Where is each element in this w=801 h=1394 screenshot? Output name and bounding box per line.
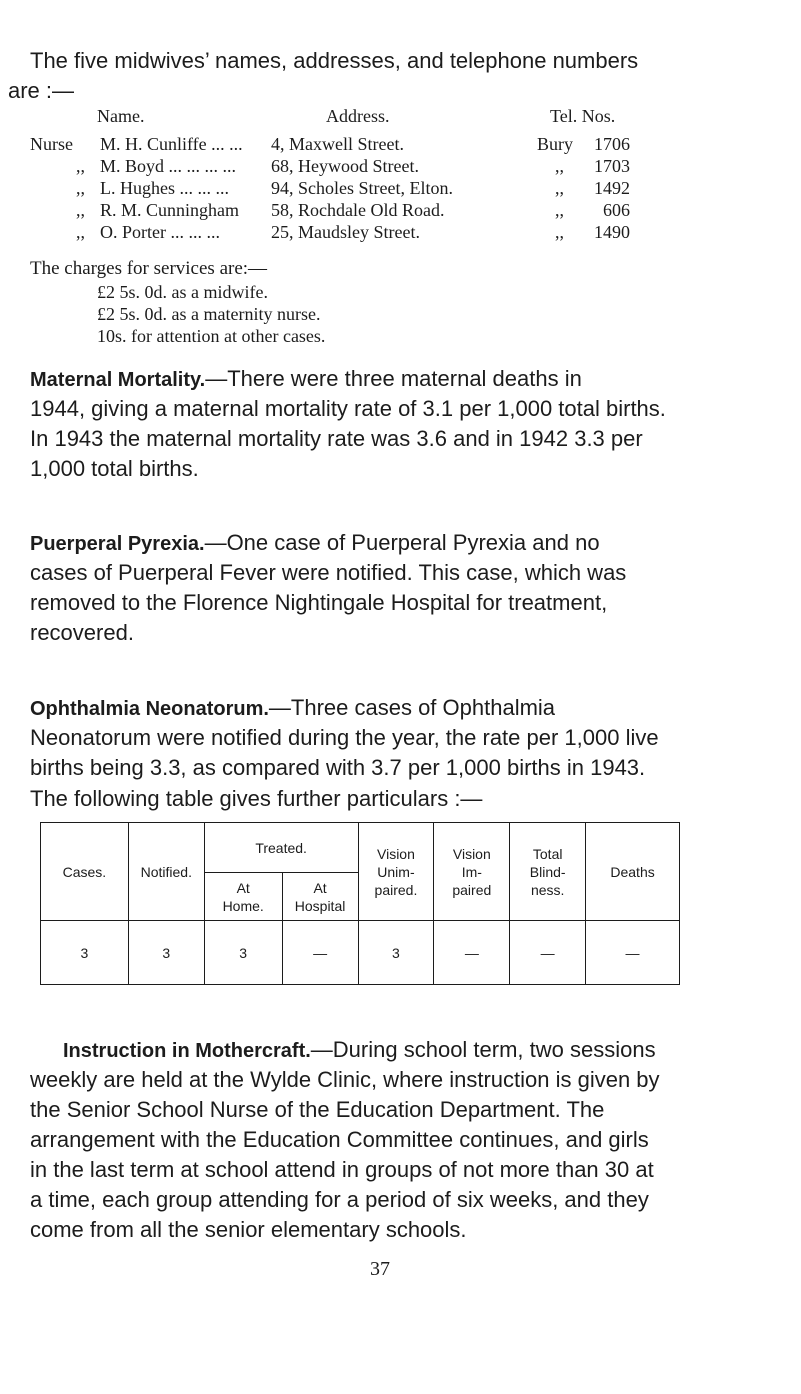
maternal-line-4: 1,000 total births. [30, 456, 199, 481]
cell-total-blindness: — [510, 921, 586, 985]
row-1-name: M. H. Cunliffe ... ... [100, 134, 243, 154]
maternal-line-3: In 1943 the maternal mortality rate was 3.6 and in 1942 3.3 per [30, 426, 643, 451]
row-4-prefix: ,, [76, 200, 85, 220]
at-home-l2: Home. [222, 897, 264, 914]
cell-vision-unimpaired: 3 [358, 921, 434, 985]
row-4-name: R. M. Cunningham [100, 200, 240, 220]
intro-line-2: are :— [8, 78, 75, 103]
pyrexia-line-2: cases of Puerperal Fever were notified. This case, which was [30, 560, 627, 585]
ophthalmia-line-3: births being 3.3, as compared with 3.7 per 1,000 births in 1943. [30, 755, 646, 780]
maternal-text-1: —There were three maternal deaths in [205, 366, 582, 391]
total-blindness-l3: ness. [530, 881, 565, 898]
mothercraft-line-5: in the last term at school attend in groups of not more than 30 at [30, 1157, 654, 1182]
mothercraft-line-4: arrangement with the Education Committee continues, and girls [30, 1127, 649, 1152]
row-2-exchange: ,, [555, 156, 564, 176]
col-notified: Notified. [128, 823, 204, 921]
row-1-exchange: Bury [537, 134, 573, 154]
row-1-prefix: Nurse [30, 134, 73, 154]
pyrexia-text-1: —One case of Puerperal Pyrexia and no [204, 530, 600, 555]
charge-other-cases: 10s. for attention at other cases. [97, 326, 326, 346]
row-2-prefix: ,, [76, 156, 85, 176]
charge-midwife: £2 5s. 0d. as a midwife. [97, 282, 268, 302]
mothercraft-heading: Instruction in Mothercraft. [63, 1040, 311, 1062]
total-blindness-l1: Total [532, 845, 563, 862]
cell-cases: 3 [41, 921, 129, 985]
vision-impaired-l3: paired [452, 881, 492, 898]
row-4-address: 58, Rochdale Old Road. [271, 200, 445, 220]
cell-deaths: — [586, 921, 680, 985]
row-3-number: 1492 [594, 178, 630, 198]
row-1-number: 1706 [594, 134, 630, 154]
mothercraft-line-3: the Senior School Nurse of the Education Department. The [30, 1097, 605, 1122]
row-5-prefix: ,, [76, 222, 85, 242]
mothercraft-line-2: weekly are held at the Wylde Clinic, where instruction is given by [30, 1067, 660, 1092]
ophthalmia-text-1: —Three cases of Ophthalmia [268, 695, 556, 720]
vision-impaired-l2: Im- [461, 863, 482, 880]
row-3-address: 94, Scholes Street, Elton. [271, 178, 453, 198]
mothercraft-line-6: a time, each group attending for a period of six weeks, and they [30, 1187, 649, 1212]
vision-unimpaired-l3: paired. [374, 881, 418, 898]
pyrexia-line-4: recovered. [30, 620, 134, 645]
intro-line-1: The five midwives’ names, addresses, and telephone numbers [30, 48, 639, 73]
mothercraft-text-1: —During school term, two sessions [310, 1037, 656, 1062]
maternal-line-2: 1944, giving a maternal mortality rate of 3.1 per 1,000 total births. [30, 396, 666, 421]
vision-impaired-l1: Vision [452, 845, 491, 862]
mothercraft-line-7: come from all the senior elementary schools. [30, 1217, 467, 1242]
header-tel: Tel. Nos. [550, 106, 616, 126]
at-home-l1: At [236, 879, 250, 896]
col-deaths: Deaths [586, 823, 680, 921]
row-5-exchange: ,, [555, 222, 564, 242]
col-at-home [204, 873, 282, 921]
maternal-heading: Maternal Mortality. [30, 369, 206, 391]
row-3-prefix: ,, [76, 178, 85, 198]
col-at-hospital [282, 873, 358, 921]
cell-at-hospital: — [282, 921, 358, 985]
at-hospital-l1: At [313, 879, 327, 896]
col-vision-impaired [434, 823, 510, 921]
ophthalmia-table [40, 822, 680, 985]
vision-unimpaired-l1: Vision [377, 845, 415, 862]
row-1-address: 4, Maxwell Street. [271, 134, 404, 154]
row-2-number: 1703 [594, 156, 630, 176]
col-vision-unimpaired [358, 823, 434, 921]
row-2-name: M. Boyd ... ... ... ... [100, 156, 237, 176]
table-row [41, 921, 680, 985]
cell-vision-impaired: — [434, 921, 510, 985]
row-5-number: 1490 [594, 222, 630, 242]
ophthalmia-heading: Ophthalmia Neonatorum. [30, 698, 269, 720]
header-address: Address. [326, 106, 390, 126]
col-treated: Treated. [204, 823, 358, 873]
row-2-address: 68, Heywood Street. [271, 156, 419, 176]
at-hospital-l2: Hospital [294, 897, 346, 914]
col-cases: Cases. [41, 823, 129, 921]
row-5-name: O. Porter ... ... ... [100, 222, 220, 242]
row-4-number: 606 [603, 200, 630, 220]
pyrexia-heading: Puerperal Pyrexia. [30, 533, 205, 555]
pyrexia-line-3: removed to the Florence Nightingale Hospital for treatment, [30, 590, 608, 615]
charges-intro: The charges for services are:— [30, 258, 268, 279]
row-5-address: 25, Maudsley Street. [271, 222, 420, 242]
charge-maternity-nurse: £2 5s. 0d. as a maternity nurse. [97, 304, 321, 324]
vision-unimpaired-l2: Unim- [377, 863, 415, 880]
cell-at-home: 3 [204, 921, 282, 985]
page-number: 37 [370, 1258, 390, 1280]
ophthalmia-line-2: Neonatorum were notified during the year, the rate per 1,000 live [30, 725, 659, 750]
total-blindness-l2: Blind- [529, 863, 566, 880]
header-name: Name. [97, 106, 145, 126]
cell-notified: 3 [128, 921, 204, 985]
row-3-name: L. Hughes ... ... ... [100, 178, 229, 198]
col-total-blindness [510, 823, 586, 921]
table-intro: The following table gives further particulars :— [30, 786, 483, 811]
row-3-exchange: ,, [555, 178, 564, 198]
row-4-exchange: ,, [555, 200, 564, 220]
